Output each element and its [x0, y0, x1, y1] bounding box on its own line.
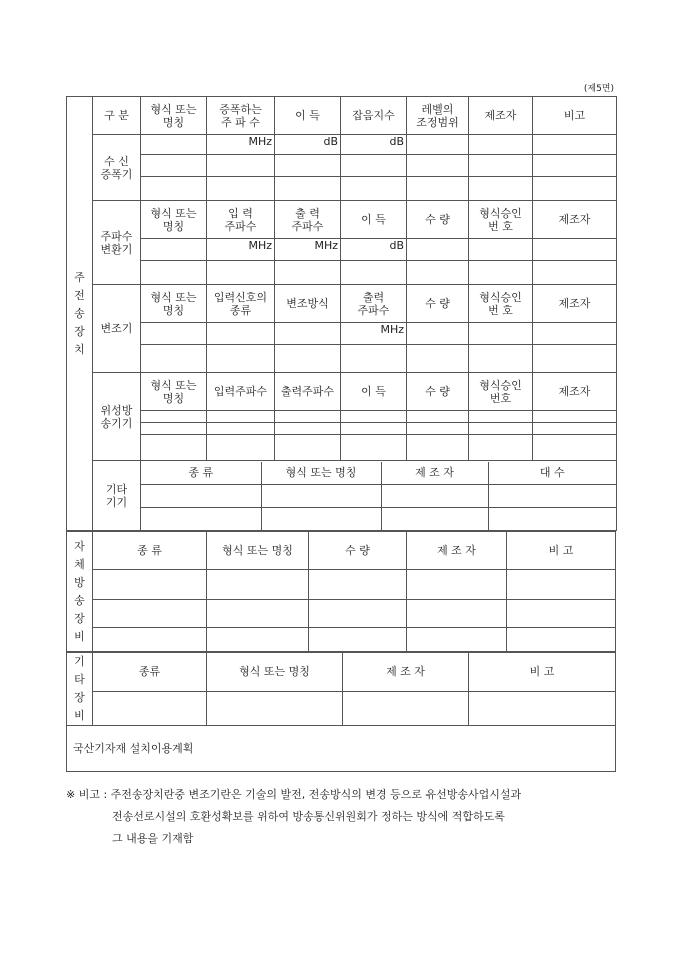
header-cell: 이 득 — [275, 97, 341, 135]
input-cell[interactable] — [407, 345, 469, 373]
input-cell[interactable] — [507, 628, 616, 652]
header-cell: 형식 또는 명칭 — [141, 373, 207, 411]
unit-cell[interactable]: MHz — [207, 239, 275, 261]
input-cell[interactable] — [407, 177, 469, 201]
input-cell[interactable] — [275, 261, 341, 285]
header-cell: 입력신호의 종류 — [207, 285, 275, 323]
input-cell[interactable] — [407, 570, 507, 600]
input-cell[interactable] — [207, 411, 275, 423]
input-cell[interactable] — [207, 628, 309, 652]
input-cell[interactable] — [141, 177, 207, 201]
input-cell[interactable] — [207, 155, 275, 177]
header-cell: 제 조 자 — [407, 532, 507, 570]
input-cell[interactable] — [469, 435, 533, 461]
input-cell[interactable] — [141, 484, 261, 507]
unit-cell[interactable] — [141, 135, 207, 155]
input-cell[interactable] — [469, 239, 533, 261]
input-cell[interactable] — [407, 628, 507, 652]
input-cell[interactable] — [469, 691, 616, 725]
other-devices-table — [66, 652, 616, 772]
self-broadcast-section-label: 자 체 방 송 장 비 — [67, 532, 93, 652]
form-table-wrapper — [66, 96, 616, 772]
input-cell[interactable] — [207, 691, 343, 725]
input-cell[interactable] — [407, 135, 469, 155]
input-cell[interactable] — [275, 323, 341, 345]
input-cell[interactable] — [141, 261, 207, 285]
input-cell[interactable] — [275, 345, 341, 373]
input-cell[interactable] — [141, 507, 261, 530]
input-cell[interactable] — [341, 345, 407, 373]
input-cell[interactable] — [533, 135, 617, 155]
input-cell[interactable] — [407, 323, 469, 345]
satellite-label: 위성방 송기기 — [93, 373, 141, 461]
input-cell[interactable] — [469, 423, 533, 435]
input-cell[interactable] — [309, 600, 407, 628]
input-cell[interactable] — [469, 177, 533, 201]
header-cell: 제조자 — [533, 285, 617, 323]
input-cell[interactable] — [341, 411, 407, 423]
input-cell[interactable] — [207, 345, 275, 373]
input-cell[interactable] — [407, 600, 507, 628]
header-cell: 형식승인 번 호 — [469, 201, 533, 239]
input-cell[interactable] — [533, 435, 617, 461]
input-cell[interactable] — [407, 239, 469, 261]
input-cell[interactable] — [261, 484, 381, 507]
header-cell: 비 고 — [469, 653, 616, 692]
input-cell[interactable] — [341, 423, 407, 435]
input-cell[interactable] — [93, 691, 207, 725]
header-cell: 제조자 — [469, 97, 533, 135]
input-cell[interactable] — [533, 323, 617, 345]
header-cell: 이 득 — [341, 201, 407, 239]
input-cell[interactable] — [533, 411, 617, 423]
input-cell[interactable] — [407, 423, 469, 435]
input-cell[interactable] — [469, 411, 533, 423]
header-cell: 형식 또는 명칭 — [141, 201, 207, 239]
note-line-1: 주전송장치란중 변조기란은 기술의 발전, 전송방식의 변경 등으로 유선방송사업시설과 — [110, 788, 522, 801]
header-cell: 구 분 — [93, 97, 141, 135]
input-cell[interactable] — [533, 239, 617, 261]
input-cell[interactable] — [261, 507, 381, 530]
header-cell: 종류 — [93, 653, 207, 692]
input-cell[interactable] — [275, 435, 341, 461]
input-cell[interactable] — [407, 155, 469, 177]
modulator-label: 변조기 — [93, 285, 141, 373]
input-cell[interactable] — [207, 600, 309, 628]
domestic-plan-field[interactable] — [67, 726, 616, 772]
input-cell[interactable] — [533, 423, 617, 435]
header-cell: 출력주파수 — [275, 373, 341, 411]
input-cell[interactable] — [343, 691, 469, 725]
domestic-plan-label: 국산기자재 설치이용계획 — [73, 742, 194, 755]
input-cell[interactable] — [309, 628, 407, 652]
other-equipment-subtable-cell — [141, 461, 617, 531]
input-cell[interactable] — [469, 155, 533, 177]
unit-cell[interactable]: MHz — [341, 323, 407, 345]
converter-label: 주파수 변환기 — [93, 201, 141, 285]
header-cell: 수 량 — [309, 532, 407, 570]
header-cell: 제조자 — [533, 373, 617, 411]
header-cell: 이 득 — [341, 373, 407, 411]
input-cell[interactable] — [341, 177, 407, 201]
input-cell[interactable] — [407, 435, 469, 461]
input-cell[interactable] — [407, 261, 469, 285]
input-cell[interactable] — [275, 411, 341, 423]
header-cell: 비고 — [533, 97, 617, 135]
other-devices-section-label: 기 타 장 비 — [67, 653, 93, 726]
header-cell: 출력 주파수 — [341, 285, 407, 323]
input-cell[interactable] — [488, 484, 616, 507]
input-cell[interactable] — [488, 507, 616, 530]
input-cell[interactable] — [141, 239, 207, 261]
note-line-3: 그 내용을 기재함 — [112, 832, 194, 845]
header-cell: 형식 또는 명칭 — [261, 462, 381, 485]
unit-cell[interactable]: dB — [341, 239, 407, 261]
input-cell[interactable] — [207, 323, 275, 345]
header-cell: 증폭하는 주 파 수 — [207, 97, 275, 135]
input-cell[interactable] — [93, 570, 207, 600]
input-cell[interactable] — [381, 484, 488, 507]
header-cell: 비 고 — [507, 532, 616, 570]
unit-cell[interactable]: MHz — [275, 239, 341, 261]
input-cell[interactable] — [93, 600, 207, 628]
input-cell[interactable] — [207, 177, 275, 201]
header-cell: 형식 또는 명칭 — [141, 97, 207, 135]
input-cell[interactable] — [207, 423, 275, 435]
input-cell[interactable] — [533, 177, 617, 201]
header-cell: 제조자 — [533, 201, 617, 239]
relay-table — [66, 96, 617, 531]
note-line-2: 전송선로시설의 호환성확보를 위하여 방송통신위원회가 정하는 방식에 적합하도록 — [112, 810, 505, 823]
input-cell[interactable] — [141, 411, 207, 423]
other-equipment-label: 기타 기기 — [93, 461, 141, 531]
input-cell[interactable] — [141, 423, 207, 435]
input-cell[interactable] — [309, 570, 407, 600]
header-cell: 입 력 주파수 — [207, 201, 275, 239]
input-cell[interactable] — [469, 135, 533, 155]
input-cell[interactable] — [341, 435, 407, 461]
input-cell[interactable] — [93, 628, 207, 652]
header-cell: 출 력 주파수 — [275, 201, 341, 239]
header-cell: 종 류 — [141, 462, 261, 485]
input-cell[interactable] — [207, 570, 309, 600]
input-cell[interactable] — [141, 345, 207, 373]
input-cell[interactable] — [207, 435, 275, 461]
unit-cell[interactable]: MHz — [207, 135, 275, 155]
header-cell: 형식 또는 명칭 — [207, 532, 309, 570]
self-broadcast-table — [66, 531, 616, 652]
header-cell: 수 량 — [407, 285, 469, 323]
input-cell[interactable] — [275, 423, 341, 435]
header-cell: 제 조 자 — [343, 653, 469, 692]
header-cell: 수 량 — [407, 201, 469, 239]
header-cell: 형식승인 번 호 — [469, 285, 533, 323]
header-cell: 수 량 — [407, 373, 469, 411]
header-cell: 잡음지수 — [341, 97, 407, 135]
relay-section-label: 주 전 송 장 치 — [67, 97, 93, 531]
input-cell[interactable] — [533, 261, 617, 285]
header-cell: 형식승인 번호 — [469, 373, 533, 411]
headend-amp-label: 수 신 증폭기 — [93, 135, 141, 201]
input-cell[interactable] — [341, 155, 407, 177]
input-cell[interactable] — [507, 600, 616, 628]
header-cell: 대 수 — [488, 462, 616, 485]
note-prefix: ※ 비고 : — [66, 788, 108, 801]
header-cell: 레벨의 조정범위 — [407, 97, 469, 135]
input-cell[interactable] — [533, 345, 617, 373]
input-cell[interactable] — [533, 155, 617, 177]
unit-cell[interactable]: dB — [341, 135, 407, 155]
input-cell[interactable] — [507, 570, 616, 600]
input-cell[interactable] — [469, 323, 533, 345]
input-cell[interactable] — [381, 507, 488, 530]
input-cell[interactable] — [207, 261, 275, 285]
page-label: (제5면) — [583, 84, 614, 94]
header-cell: 종 류 — [93, 532, 207, 570]
input-cell[interactable] — [341, 261, 407, 285]
unit-cell[interactable]: dB — [275, 135, 341, 155]
input-cell[interactable] — [407, 411, 469, 423]
input-cell[interactable] — [469, 261, 533, 285]
header-cell: 입력주파수 — [207, 373, 275, 411]
input-cell[interactable] — [141, 435, 207, 461]
input-cell[interactable] — [275, 155, 341, 177]
input-cell[interactable] — [469, 345, 533, 373]
note-block — [66, 784, 621, 850]
header-cell: 형식 또는 명칭 — [207, 653, 343, 692]
input-cell[interactable] — [141, 323, 207, 345]
header-cell: 제 조 자 — [381, 462, 488, 485]
other-equipment-subtable — [141, 462, 616, 530]
header-cell: 변조방식 — [275, 285, 341, 323]
header-cell: 형식 또는 명칭 — [141, 285, 207, 323]
input-cell[interactable] — [275, 177, 341, 201]
input-cell[interactable] — [141, 155, 207, 177]
